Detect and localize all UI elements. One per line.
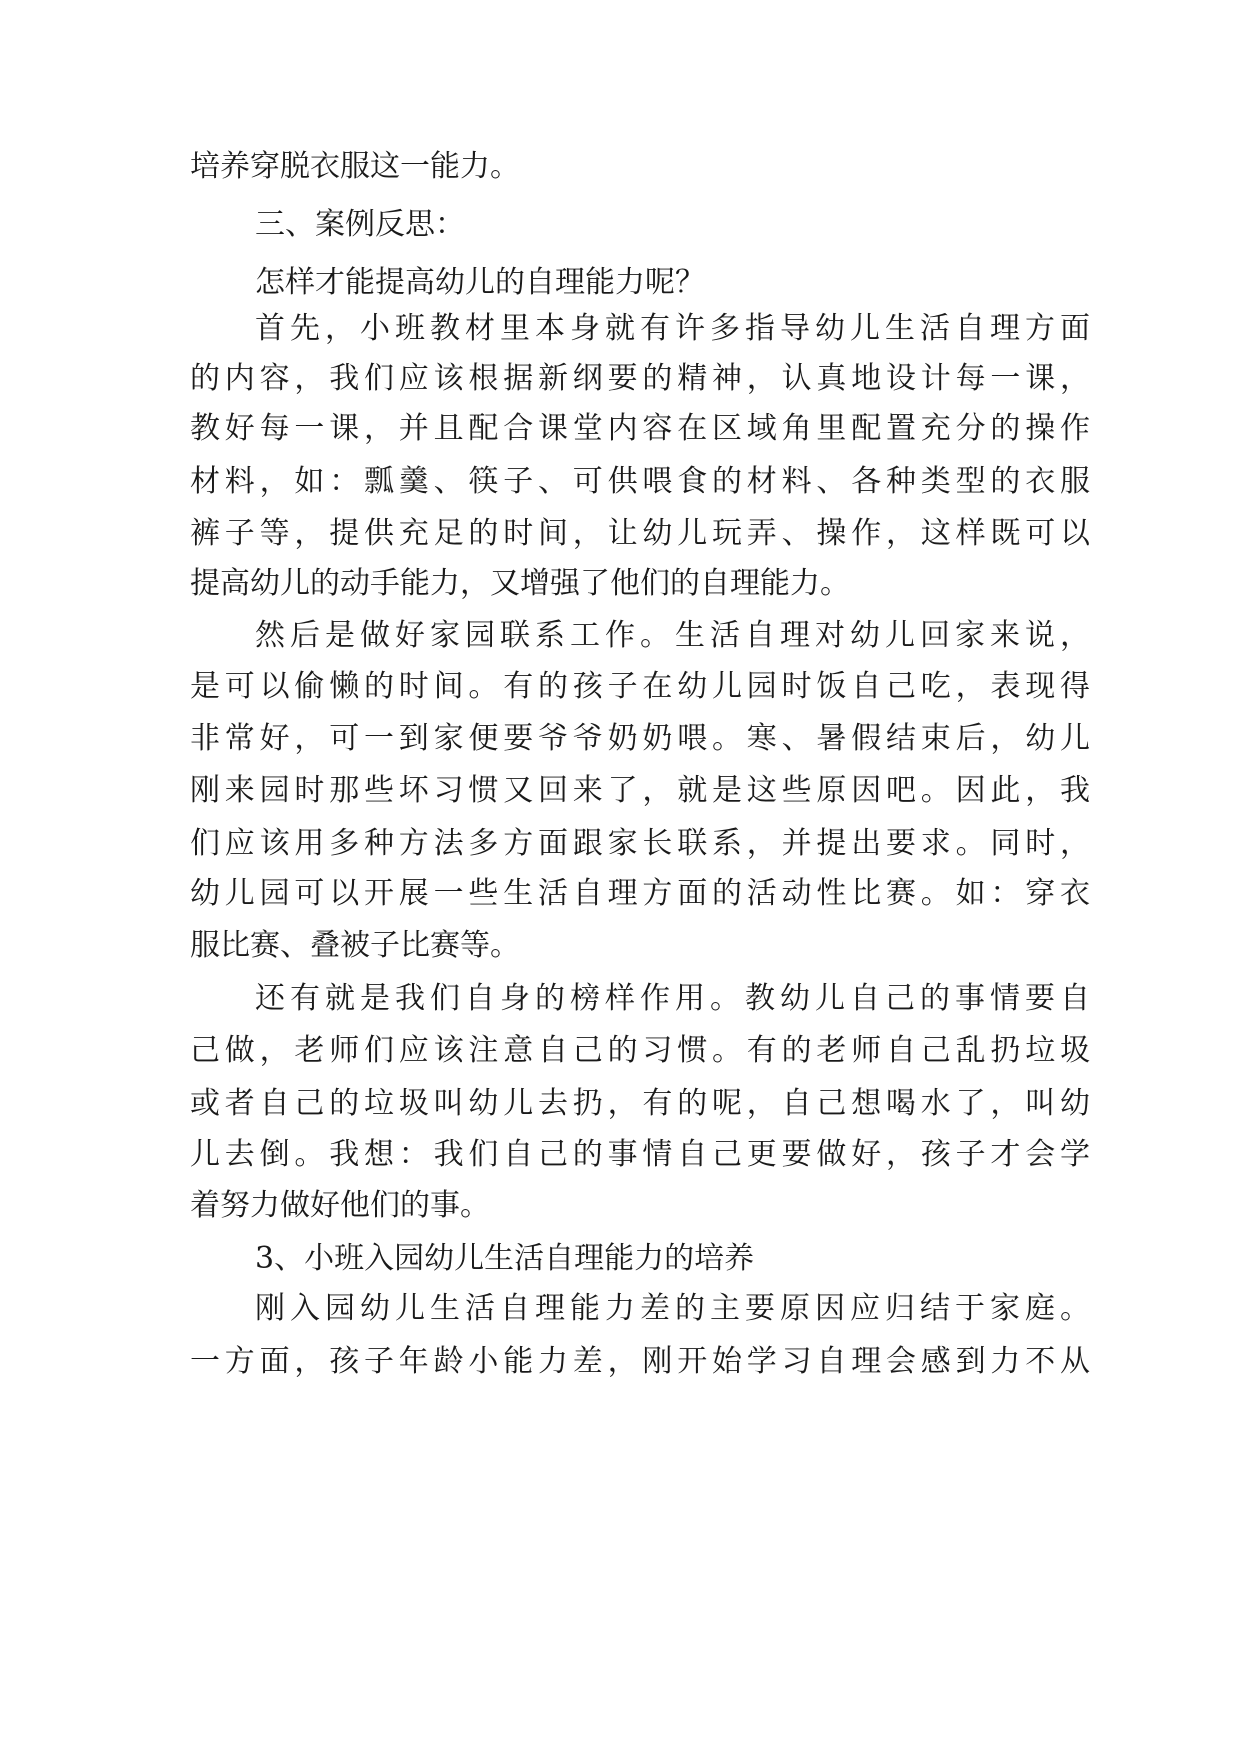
paragraph-line: 然后是做好家园联系工作。生活自理对幼儿回家来说， (255, 618, 1090, 653)
paragraph-line: 的内容，我们应该根据新纲要的精神，认真地设计每一课， (190, 361, 1090, 396)
paragraph-line: 幼儿园可以开展一些生活自理方面的活动性比赛。如：穿衣 (190, 876, 1090, 911)
section-heading: 三、案例反思： (255, 207, 465, 242)
paragraph-line: 或者自己的垃圾叫幼儿去扔，有的呢，自己想喝水了，叫幼 (190, 1086, 1090, 1121)
question-line: 怎样才能提高幼儿的自理能力呢？ (255, 265, 705, 300)
paragraph-line: 刚来园时那些坏习惯又回来了，就是这些原因吧。因此，我 (190, 773, 1090, 808)
paragraph-line: 裤子等，提供充足的时间，让幼儿玩弄、操作，这样既可以 (190, 516, 1090, 551)
paragraph-line: 们应该用多种方法多方面跟家长联系，并提出要求。同时， (190, 826, 1090, 861)
paragraph-line: 儿去倒。我想：我们自己的事情自己更要做好，孩子才会学 (190, 1137, 1090, 1172)
paragraph-line: 材料，如：瓢羹、筷子、可供喂食的材料、各种类型的衣服 (190, 464, 1090, 499)
paragraph-line: 非常好，可一到家便要爷爷奶奶喂。寒、暑假结束后，幼儿 (190, 721, 1090, 756)
section-heading: 3、小班入园幼儿生活自理能力的培养 (255, 1241, 755, 1276)
paragraph-line: 教好每一课，并且配合课堂内容在区域角里配置充分的操作 (190, 411, 1090, 446)
paragraph-line: 刚入园幼儿生活自理能力差的主要原因应归结于家庭。 (255, 1291, 1090, 1326)
paragraph-line: 己做，老师们应该注意自己的习惯。有的老师自己乱扔垃圾 (190, 1033, 1090, 1068)
paragraph-line: 首先，小班教材里本身就有许多指导幼儿生活自理方面 (255, 311, 1090, 346)
paragraph-line: 服比赛、叠被子比赛等。 (190, 928, 520, 963)
paragraph-line: 培养穿脱衣服这一能力。 (190, 149, 520, 184)
paragraph-line: 是可以偷懒的时间。有的孩子在幼儿园时饭自己吃，表现得 (190, 669, 1090, 704)
paragraph-line: 还有就是我们自身的榜样作用。教幼儿自己的事情要自 (255, 981, 1090, 1016)
paragraph-line: 一方面，孩子年龄小能力差，刚开始学习自理会感到力不从 (190, 1344, 1090, 1379)
paragraph-line: 提高幼儿的动手能力，又增强了他们的自理能力。 (190, 566, 850, 601)
paragraph-line: 着努力做好他们的事。 (190, 1188, 490, 1223)
